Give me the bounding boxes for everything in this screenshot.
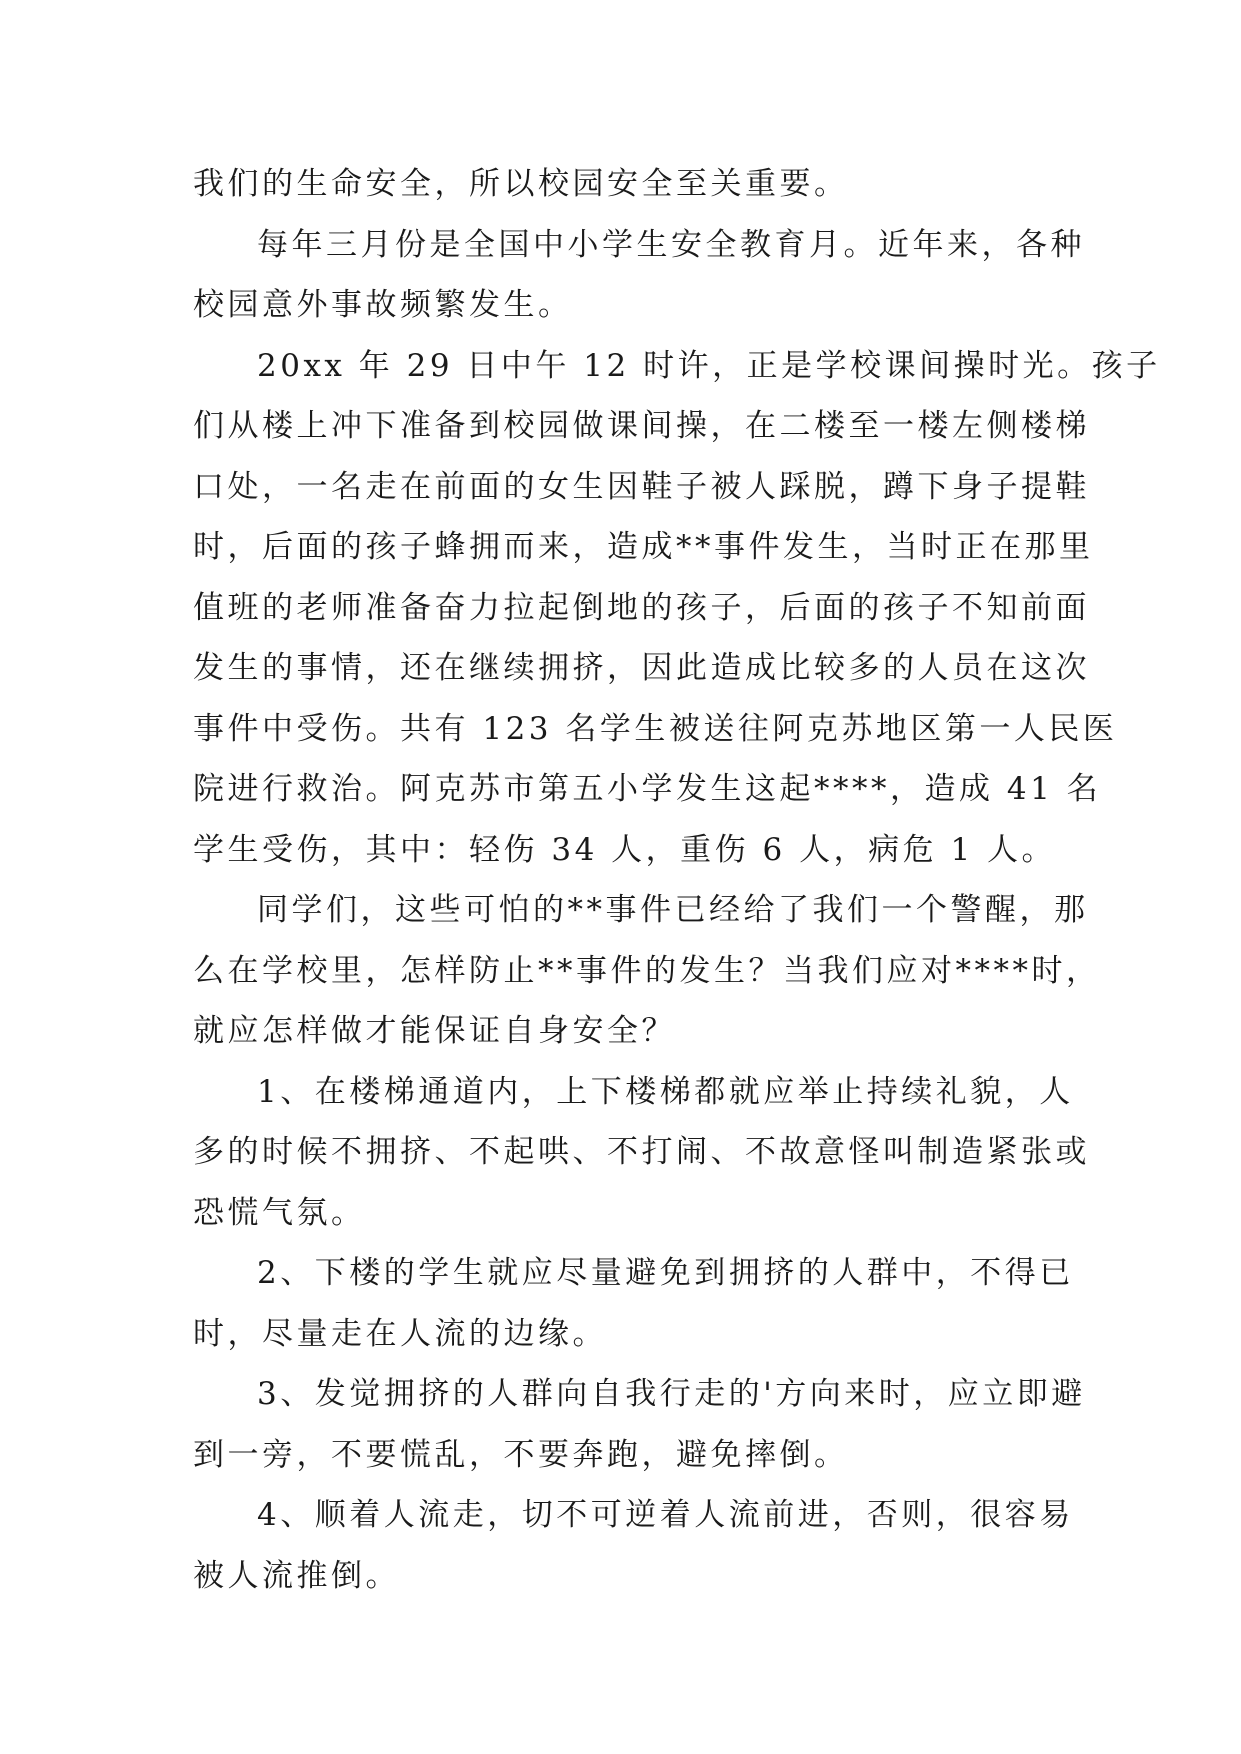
paragraph bbox=[193, 336, 1161, 881]
text-line: 3、发觉拥挤的人群向自我行走的'方向来时，应立即避 bbox=[257, 1376, 1086, 1412]
text-line: 就应怎样做才能保证自身安全？ bbox=[193, 1013, 676, 1049]
text-line: 口处，一名走在前面的女生因鞋子被人踩脱，蹲下身子提鞋 bbox=[193, 468, 1090, 505]
text-line: 1、在楼梯通道内，上下楼梯都就应举止持续礼貌，人 bbox=[257, 1073, 1074, 1110]
text-line: 们从楼上冲下准备到校园做课间操，在二楼至一楼左侧楼梯 bbox=[193, 408, 1090, 444]
text-line: 时，后面的孩子蜂拥而来，造成**事件发生，当时正在那里 bbox=[193, 529, 1094, 565]
text-line: 我们的生命安全，所以校园安全至关重要。 bbox=[193, 166, 849, 202]
text-line: 么在学校里，怎样防止**事件的发生？当我们应对****时， bbox=[193, 952, 1101, 989]
paragraph bbox=[193, 215, 1085, 336]
paragraph bbox=[193, 880, 1101, 1062]
text-line: 恐慌气氛。 bbox=[193, 1194, 366, 1231]
paragraph bbox=[193, 154, 1053, 215]
text-line: 到一旁，不要慌乱，不要奔跑，避免摔倒。 bbox=[193, 1436, 849, 1473]
text-line: 同学们，这些可怕的**事件已经给了我们一个警醒，那 bbox=[257, 892, 1089, 928]
text-line: 多的时候不拥挤、不起哄、不打闹、不故意怪叫制造紧张或 bbox=[193, 1134, 1090, 1170]
paragraph bbox=[193, 1243, 1074, 1364]
text-line: 20xx 年 29 日中午 12 时许，正是学校课间操时光。孩子 bbox=[257, 347, 1161, 384]
text-line: 校园意外事故频繁发生。 bbox=[193, 287, 573, 323]
text-line: 时，尽量走在人流的边缘。 bbox=[193, 1315, 607, 1352]
text-line: 每年三月份是全国中小学生安全教育月。近年来，各种 bbox=[257, 226, 1085, 263]
text-line: 被人流推倒。 bbox=[193, 1557, 400, 1594]
text-line: 院进行救治。阿克苏市第五小学发生这起****，造成 41 名 bbox=[193, 771, 1102, 807]
text-line: 事件中受伤。共有 123 名学生被送往阿克苏地区第一人民医 bbox=[193, 710, 1118, 747]
text-line: 发生的事情，还在继续拥挤，因此造成比较多的人员在这次 bbox=[193, 650, 1090, 686]
text-line: 值班的老师准备奋力拉起倒地的孩子，后面的孩子不知前面 bbox=[193, 589, 1090, 626]
paragraph bbox=[193, 1364, 1086, 1485]
paragraph bbox=[193, 1062, 1090, 1244]
text-line: 学生受伤，其中：轻伤 34 人，重伤 6 人，病危 1 人。 bbox=[193, 831, 1057, 868]
paragraph bbox=[193, 1485, 1074, 1606]
document-body bbox=[193, 154, 1161, 1606]
text-line: 2、下楼的学生就应尽量避免到拥挤的人群中，不得已 bbox=[257, 1255, 1074, 1291]
text-line: 4、顺着人流走，切不可逆着人流前进，否则，很容易 bbox=[257, 1497, 1074, 1533]
